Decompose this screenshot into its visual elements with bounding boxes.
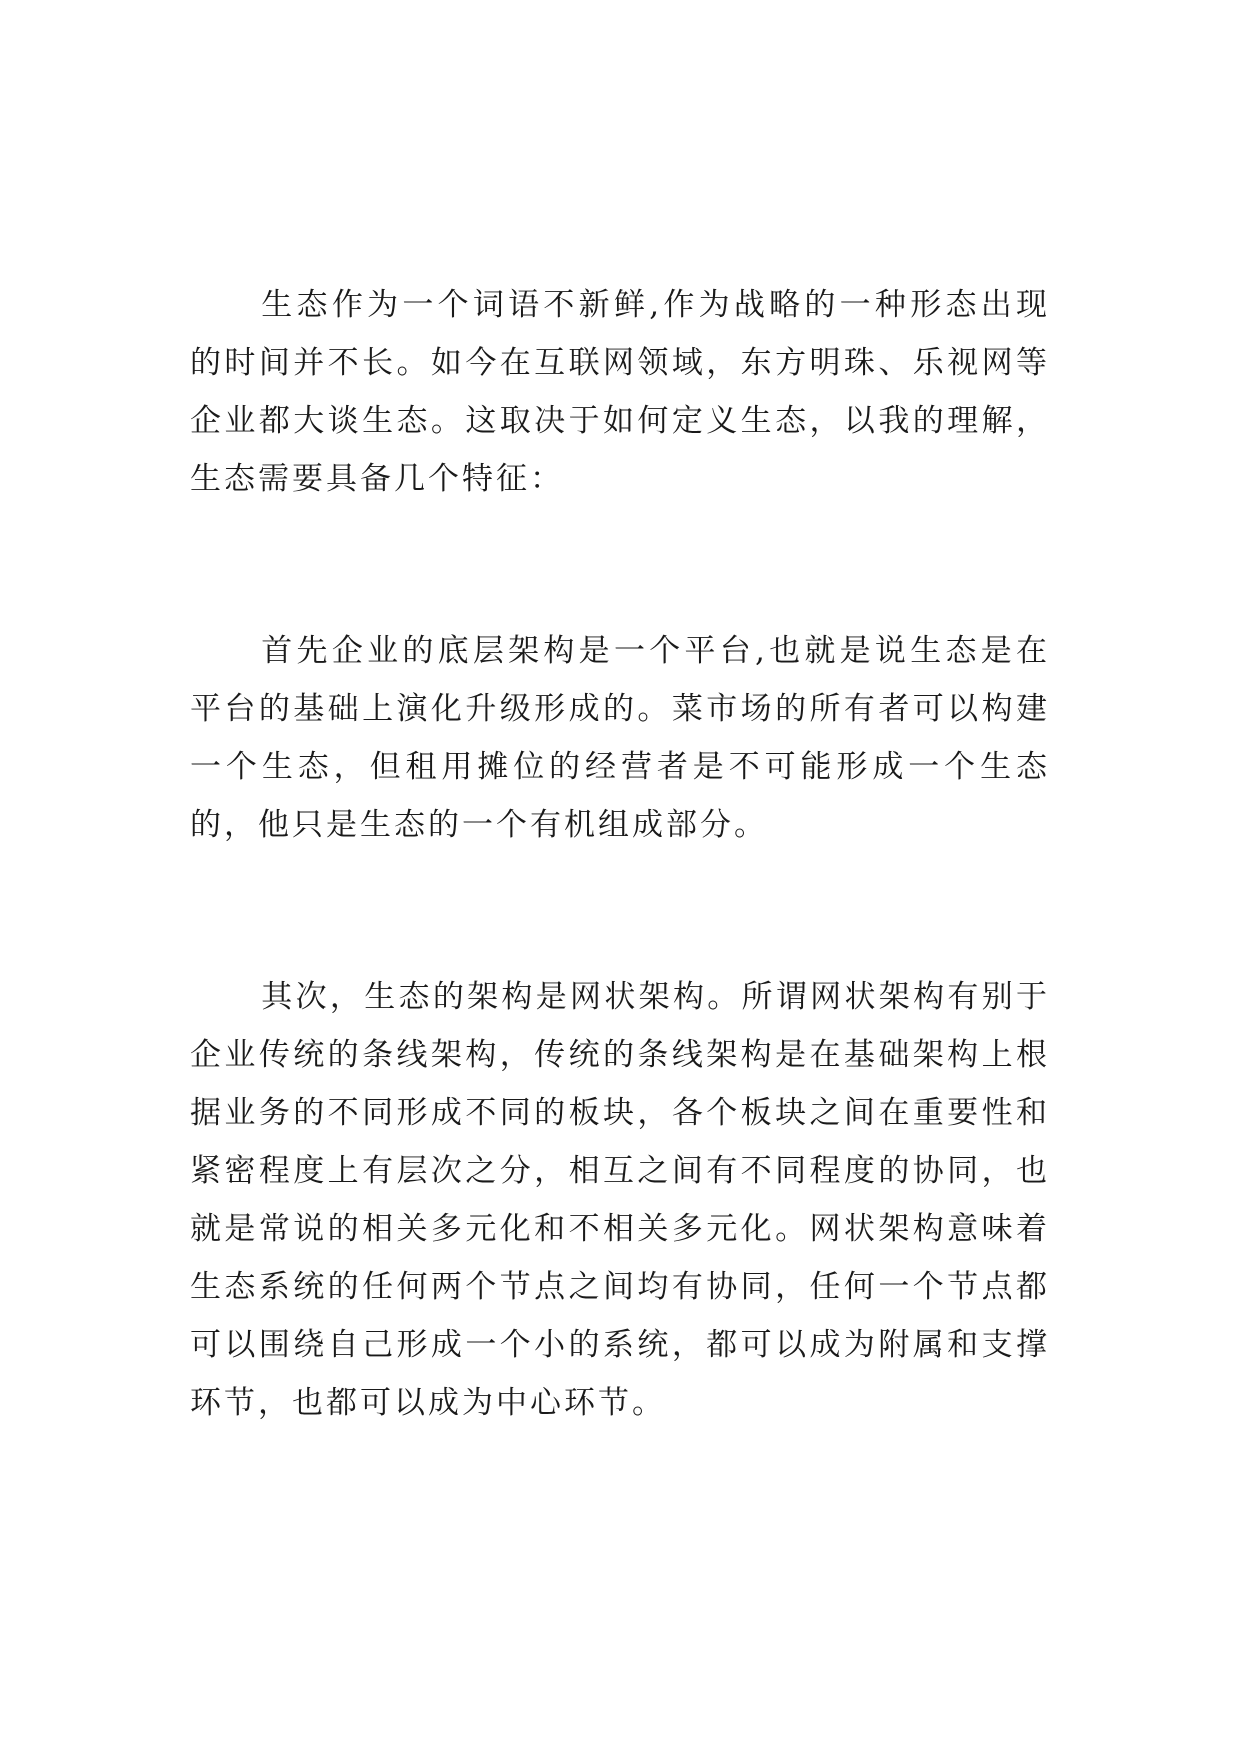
paragraph-network-architecture: 其次，生态的架构是网状架构。所谓网状架构有别于企业传统的条线架构，传统的条线架构是在基础架构上根据业务的不同形成不同的板块，各个板块之间在重要性和紧密程度上有层次之分，相互之间有不同程度的协同，也就是常说的相关多元化和不相关多元化。网状架构意味着生态系统的任何两个节点之间均有协同，任何一个节点都可以围绕自己形成一个小的系统，都可以成为附属和支撑环节，也都可以成为中心环节。 — [190, 979, 1050, 1421]
document-body — [190, 276, 1050, 1432]
paragraph-ecosystem-intro: 生态作为一个词语不新鲜,作为战略的一种形态出现的时间并不长。如今在互联网领域，东方明珠、乐视网等企业都大谈生态。这取决于如何定义生态，以我的理解，生态需要具备几个特征： — [190, 287, 1050, 497]
paragraph-platform-foundation: 首先企业的底层架构是一个平台,也就是说生态是在平台的基础上演化升级形成的。菜市场的所有者可以构建一个生态，但租用摊位的经营者是不可能形成一个生态的，他只是生态的一个有机组成部分。 — [190, 633, 1050, 843]
